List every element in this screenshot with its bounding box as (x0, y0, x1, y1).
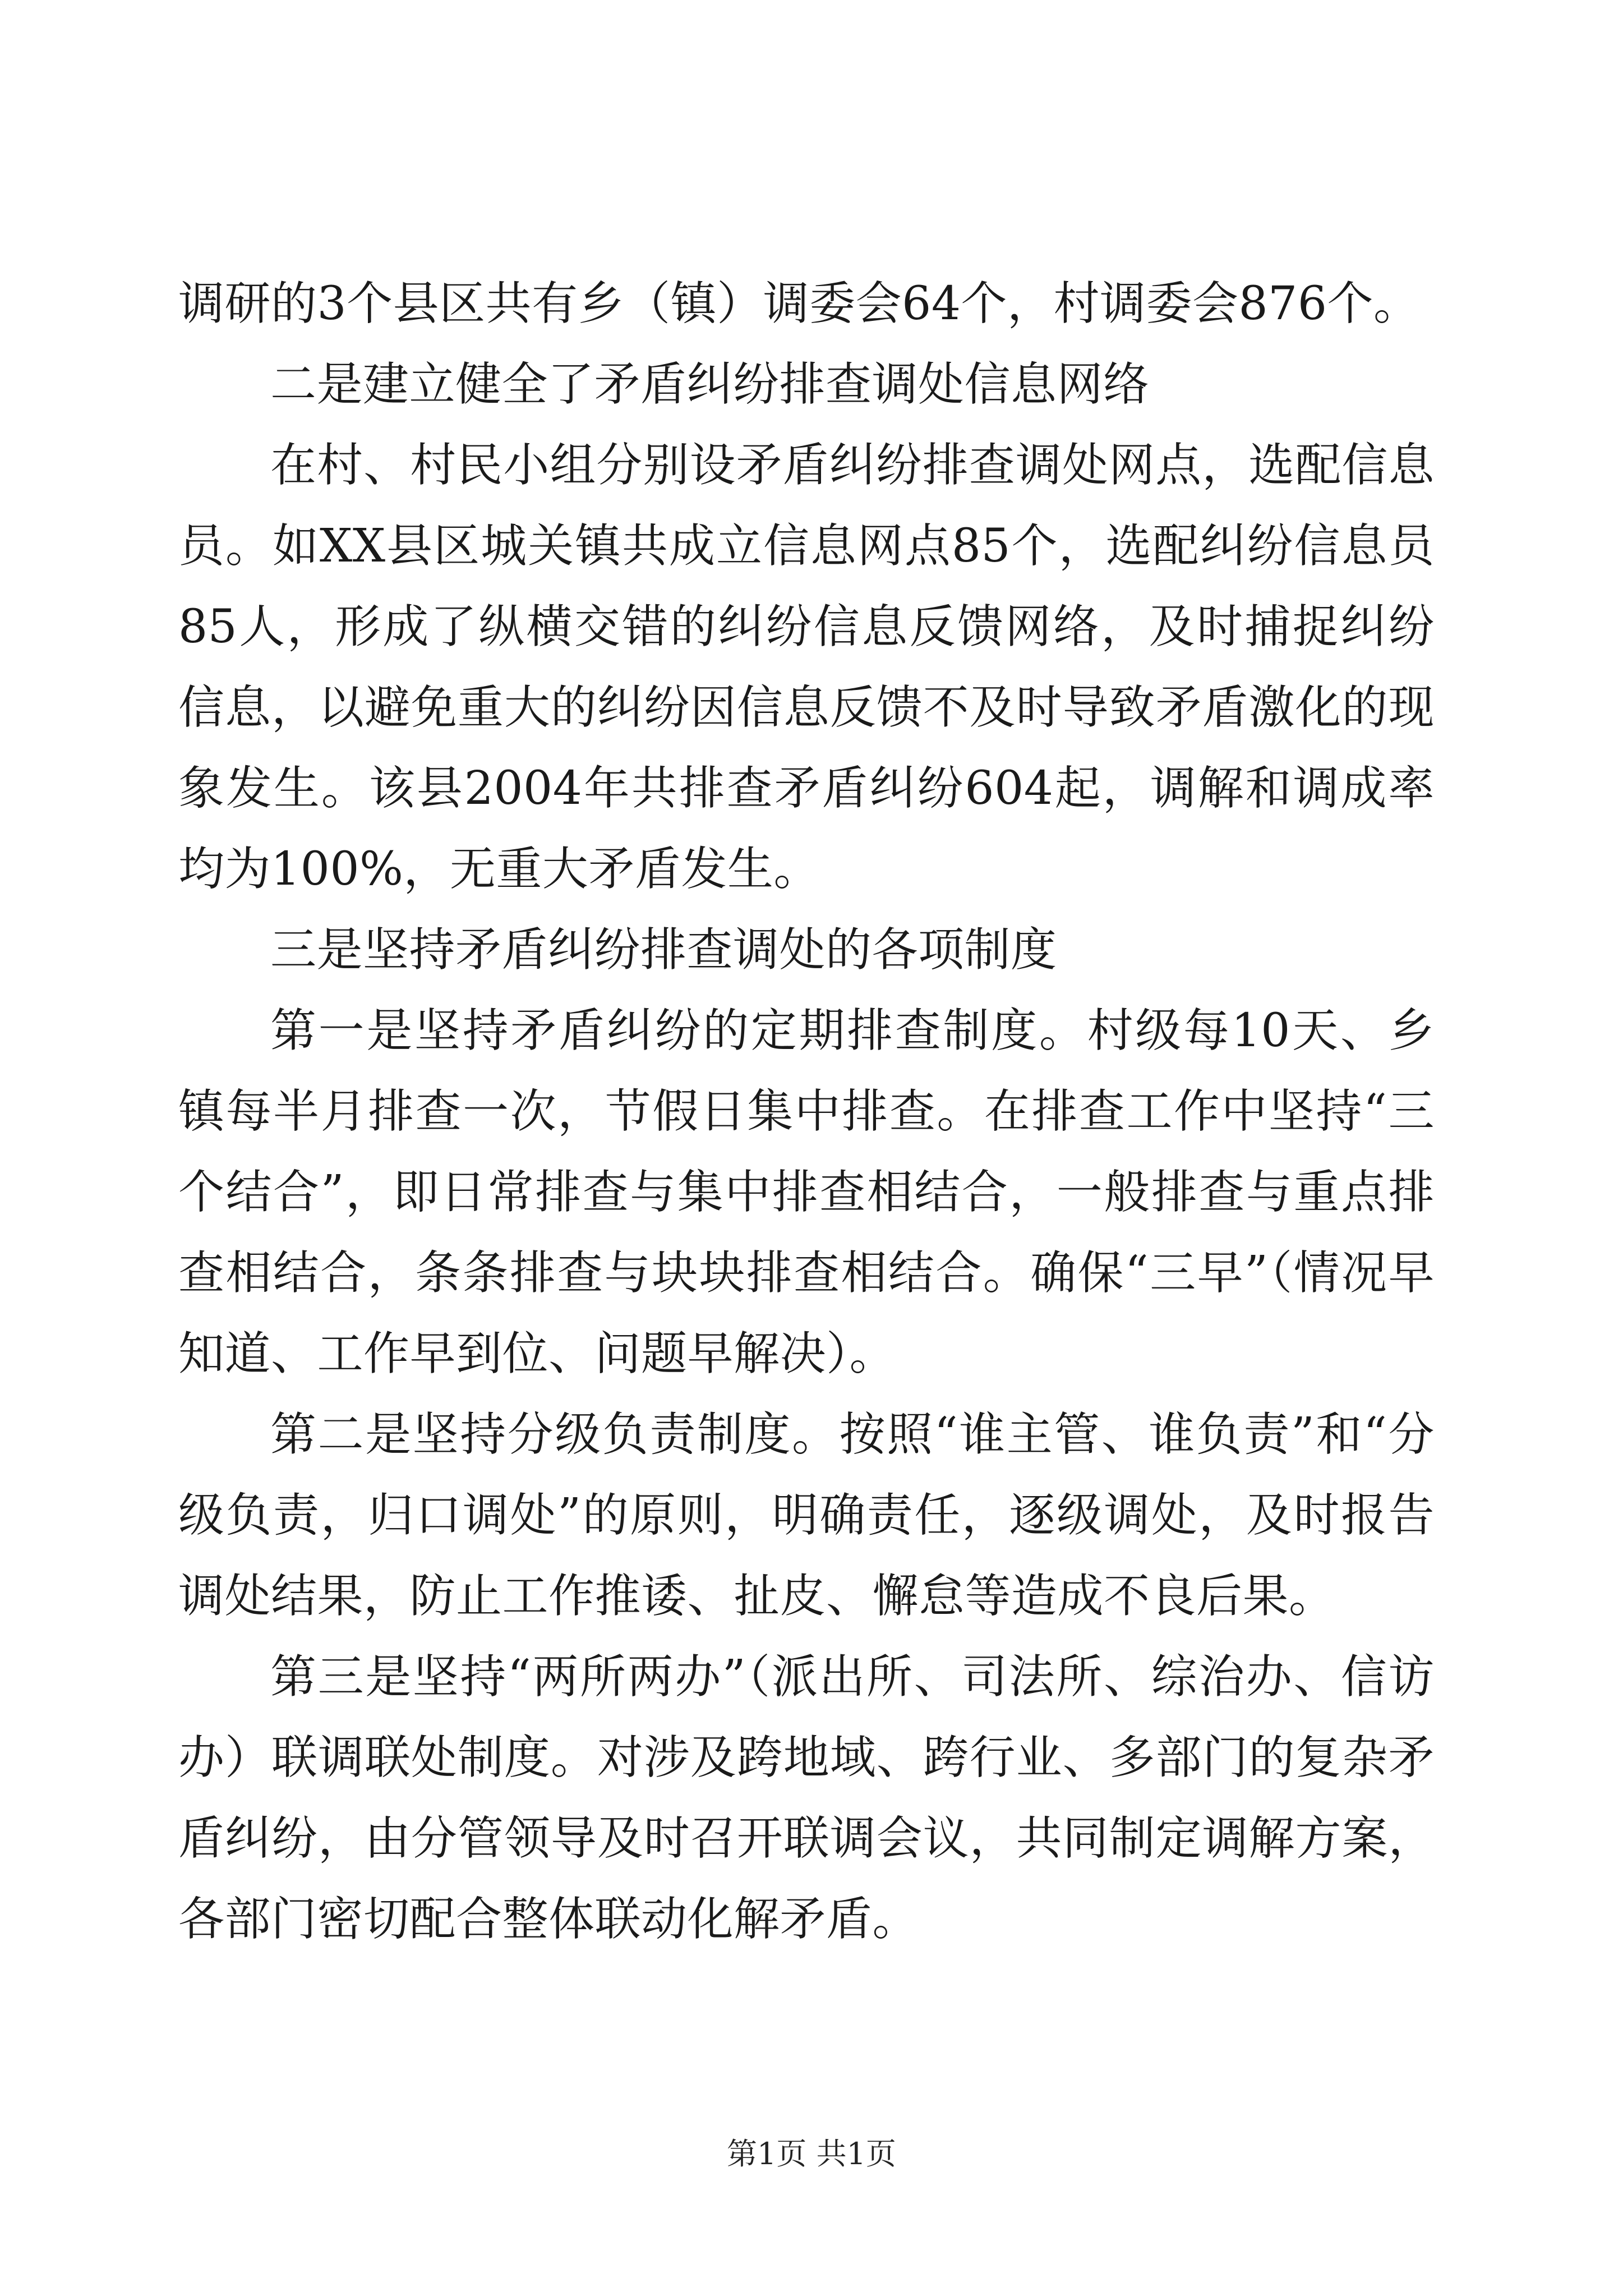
paragraph-graded-responsibility: 第二是坚持分级负责制度。按照“谁主管、谁负责”和“分级负责，归口调处”的原则，明确责任，逐级调处，及时报告调处结果，防止工作推诿、扯皮、懈怠等造成不良后果。 (178, 1408, 1435, 1623)
paragraph-joint-mediation: 第三是坚持“两所两办”（派出所、司法所、综治办、信访办）联调联处制度。对涉及跨地域、跨行业、多部门的复杂矛盾纠纷，由分管领导及时召开联调会议，共同制定调解方案，各部门密切配合整体联动化解矛盾。 (178, 1650, 1435, 1946)
page-footer: 第1页 共1页 (727, 2136, 896, 2171)
paragraph-regular-inspection: 第一是坚持矛盾纠纷的定期排查制度。村级每10天、乡镇每半月排查一次，节假日集中排查。在排查工作中坚持“三个结合”，即日常排查与集中排查相结合，一般排查与重点排查相结合，条条排查与块块排查相结合。确保“三早”（情况早知道、工作早到位、问题早解决）。 (178, 1004, 1435, 1381)
heading-information-network: 二是建立健全了矛盾纠纷排查调处信息网络 (270, 358, 1150, 411)
document-body (178, 264, 1435, 1960)
heading-systems: 三是坚持矛盾纠纷排查调处的各项制度 (270, 923, 1057, 977)
paragraph-committees: 调研的3个县区共有乡（镇）调委会64个，村调委会876个。 (178, 277, 1420, 330)
paragraph-information-network: 在村、村民小组分别设矛盾纠纷排查调处网点，选配信息员。如XX县区城关镇共成立信息网点85个，选配纠纷信息员85人，形成了纵横交错的纠纷信息反馈网络，及时捕捉纠纷信息，以避免重大的纠纷因信息反馈不及时导致矛盾激化的现象发生。该县2004年共排查矛盾纠纷604起，调解和调成率均为100%，无重大矛盾发生。 (178, 439, 1435, 896)
